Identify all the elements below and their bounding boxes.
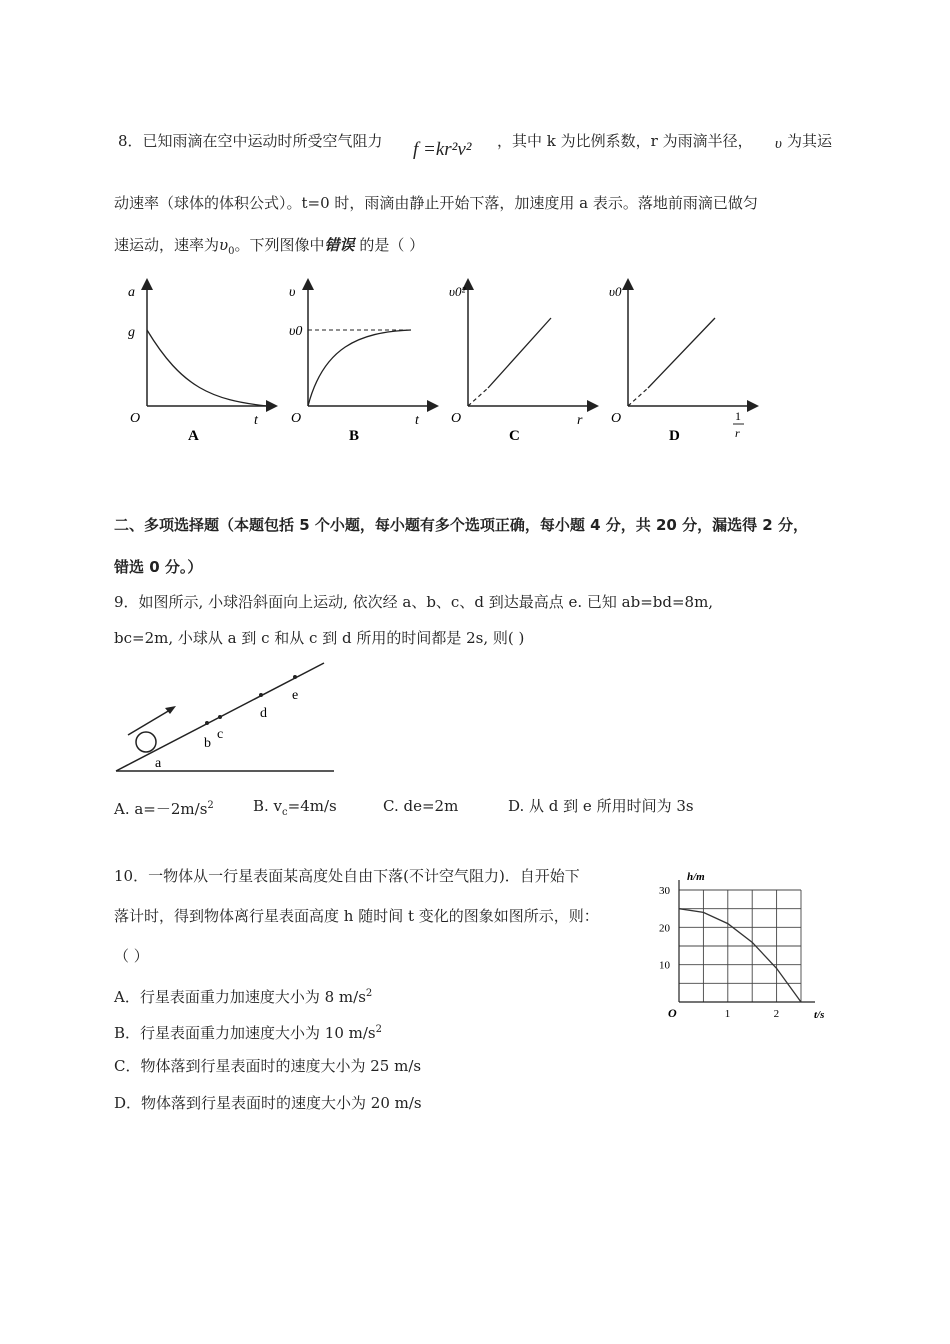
- q9-line2: bc=2m, 小球从 a 到 c 和从 c 到 d 所用的时间都是 2s, 则( ): [114, 629, 525, 647]
- q9-option-a-sup: 2: [207, 800, 214, 811]
- chart-origin: O: [668, 1006, 677, 1020]
- y-label: υ0: [609, 284, 622, 299]
- q8-graph-c: [443, 278, 603, 448]
- y-label: υ0²: [449, 284, 466, 299]
- q8-v-symbol: υ: [775, 136, 782, 152]
- q9-incline-figure: [110, 655, 340, 777]
- q10-option-d: D．物体落到行星表面时的速度大小为 20 m/s: [114, 1094, 422, 1112]
- graph-label: C: [509, 428, 520, 444]
- q8-graph-b: [283, 278, 443, 448]
- q8-line3-prefix: 速运动，速率为: [114, 236, 220, 254]
- q8-graph-d: [603, 278, 763, 448]
- y-tick-label: 20: [659, 922, 670, 935]
- dashed-segment: [628, 388, 648, 406]
- q8-v0: υ: [219, 236, 229, 254]
- q8-stem-after-v: 为其运: [787, 132, 833, 150]
- q10-option-b-text: B．行星表面重力加速度大小为 10 m/s: [114, 1024, 376, 1042]
- graph-label: A: [188, 428, 199, 444]
- point-d: [259, 693, 263, 697]
- q8-stem-before: 8．已知雨滴在空中运动时所受空气阻力: [118, 132, 383, 150]
- q8-line2: 动速率（球体的体积公式）。t=0 时，雨滴由静止开始下落，加速度用 a 表示。落地前雨滴已做匀: [114, 194, 758, 212]
- label-a: a: [155, 756, 162, 771]
- chart-grid: [679, 890, 801, 1002]
- x-label: t: [254, 413, 258, 428]
- graph-label: B: [349, 428, 360, 444]
- g-label: g: [128, 325, 135, 340]
- q10-line2: 落计时，得到物体离行星表面高度 h 随时间 t 变化的图象如图所示，则：: [114, 907, 599, 925]
- graph-label: D: [669, 428, 680, 444]
- q10-option-a-sup: 2: [365, 988, 373, 999]
- q9-option-c: C. de=2m: [383, 797, 459, 815]
- q8-line3-mid: 。下列图像中: [234, 236, 325, 254]
- point-e: [293, 675, 297, 679]
- origin-label: O: [451, 411, 462, 426]
- section2-line1: 二、多项选择题（本题包括 5 个小题，每小题有多个选项正确，每小题 4 分，共 20 分，漏选得 2 分，: [114, 516, 808, 534]
- label-b: b: [204, 736, 211, 751]
- label-e: e: [292, 688, 299, 703]
- q8-line1: [118, 131, 383, 151]
- origin-label: O: [130, 411, 141, 426]
- q9-option-b-text: B. v: [253, 797, 283, 815]
- origin-label: O: [291, 411, 302, 426]
- x-label: t: [415, 413, 419, 428]
- q10-option-a-text: A．行星表面重力加速度大小为 8 m/s: [114, 988, 366, 1006]
- chart-ylabel: h/m: [687, 871, 705, 883]
- label-d: d: [260, 706, 267, 721]
- v0-label: υ0: [289, 324, 303, 339]
- q9-option-d: D. 从 d 到 e 所用时间为 3s: [508, 797, 694, 815]
- q9-line1: 9．如图所示, 小球沿斜面向上运动, 依次经 a、b、c、d 到达最高点 e. 已知 ab=bd=8m,: [114, 593, 714, 611]
- label-c: c: [217, 727, 224, 742]
- chart-xlabel: t/s: [814, 1009, 825, 1021]
- linear-line: [648, 318, 715, 388]
- point-c: [218, 715, 222, 719]
- x-label: r: [577, 413, 583, 428]
- y-label: a: [128, 285, 135, 300]
- x-tick-label: 2: [773, 1008, 780, 1020]
- q10-line3: （ ）: [114, 947, 149, 965]
- origin-label: O: [611, 411, 622, 426]
- q9-option-b: [253, 796, 337, 823]
- point-b: [205, 721, 209, 725]
- x-label-num: 1: [735, 409, 741, 423]
- q8-emph-wrong: 错误: [324, 236, 355, 254]
- y-label: υ: [289, 285, 296, 300]
- ball: [136, 732, 156, 752]
- velocity-curve: [308, 330, 411, 406]
- section2-line2: 错选 0 分。）: [114, 558, 203, 576]
- q8-stem-after: ，其中 k 为比例系数，r 为雨滴半径，: [497, 132, 753, 150]
- q8-graph-a: [122, 278, 282, 448]
- q10-line1: 10．一物体从一行星表面某高度处自由下落(不计空气阻力)．自开始下: [114, 867, 580, 885]
- q9-option-b-rest: =4m/s: [287, 797, 337, 815]
- q10-option-b: [114, 1020, 382, 1043]
- x-label-den: r: [735, 426, 740, 440]
- q10-option-b-sup: 2: [375, 1024, 382, 1035]
- motion-arrow: [128, 710, 170, 735]
- dashed-segment: [468, 388, 488, 406]
- x-tick-label: 1: [724, 1008, 731, 1020]
- q8-formula: f =kr²v²: [413, 139, 472, 160]
- q8-line3-suffix: 的是（ ）: [354, 236, 425, 254]
- y-tick-label: 30: [659, 885, 670, 897]
- h-t-curve: [679, 909, 801, 1002]
- q9-option-b-sub: c: [282, 807, 288, 818]
- q10-option-c: C．物体落到行星表面时的速度大小为 25 m/s: [114, 1057, 422, 1075]
- q9-option-a-text: A. a=－2m/s: [114, 800, 208, 818]
- q10-option-a: [114, 984, 372, 1007]
- linear-line: [488, 318, 551, 388]
- q8-v0-sub: 0: [228, 246, 235, 257]
- q8-line3: [114, 235, 424, 262]
- decay-curve: [147, 330, 267, 406]
- y-tick-label: 10: [659, 959, 670, 972]
- q10-h-t-chart: [655, 868, 840, 1028]
- q9-option-a: [114, 796, 214, 819]
